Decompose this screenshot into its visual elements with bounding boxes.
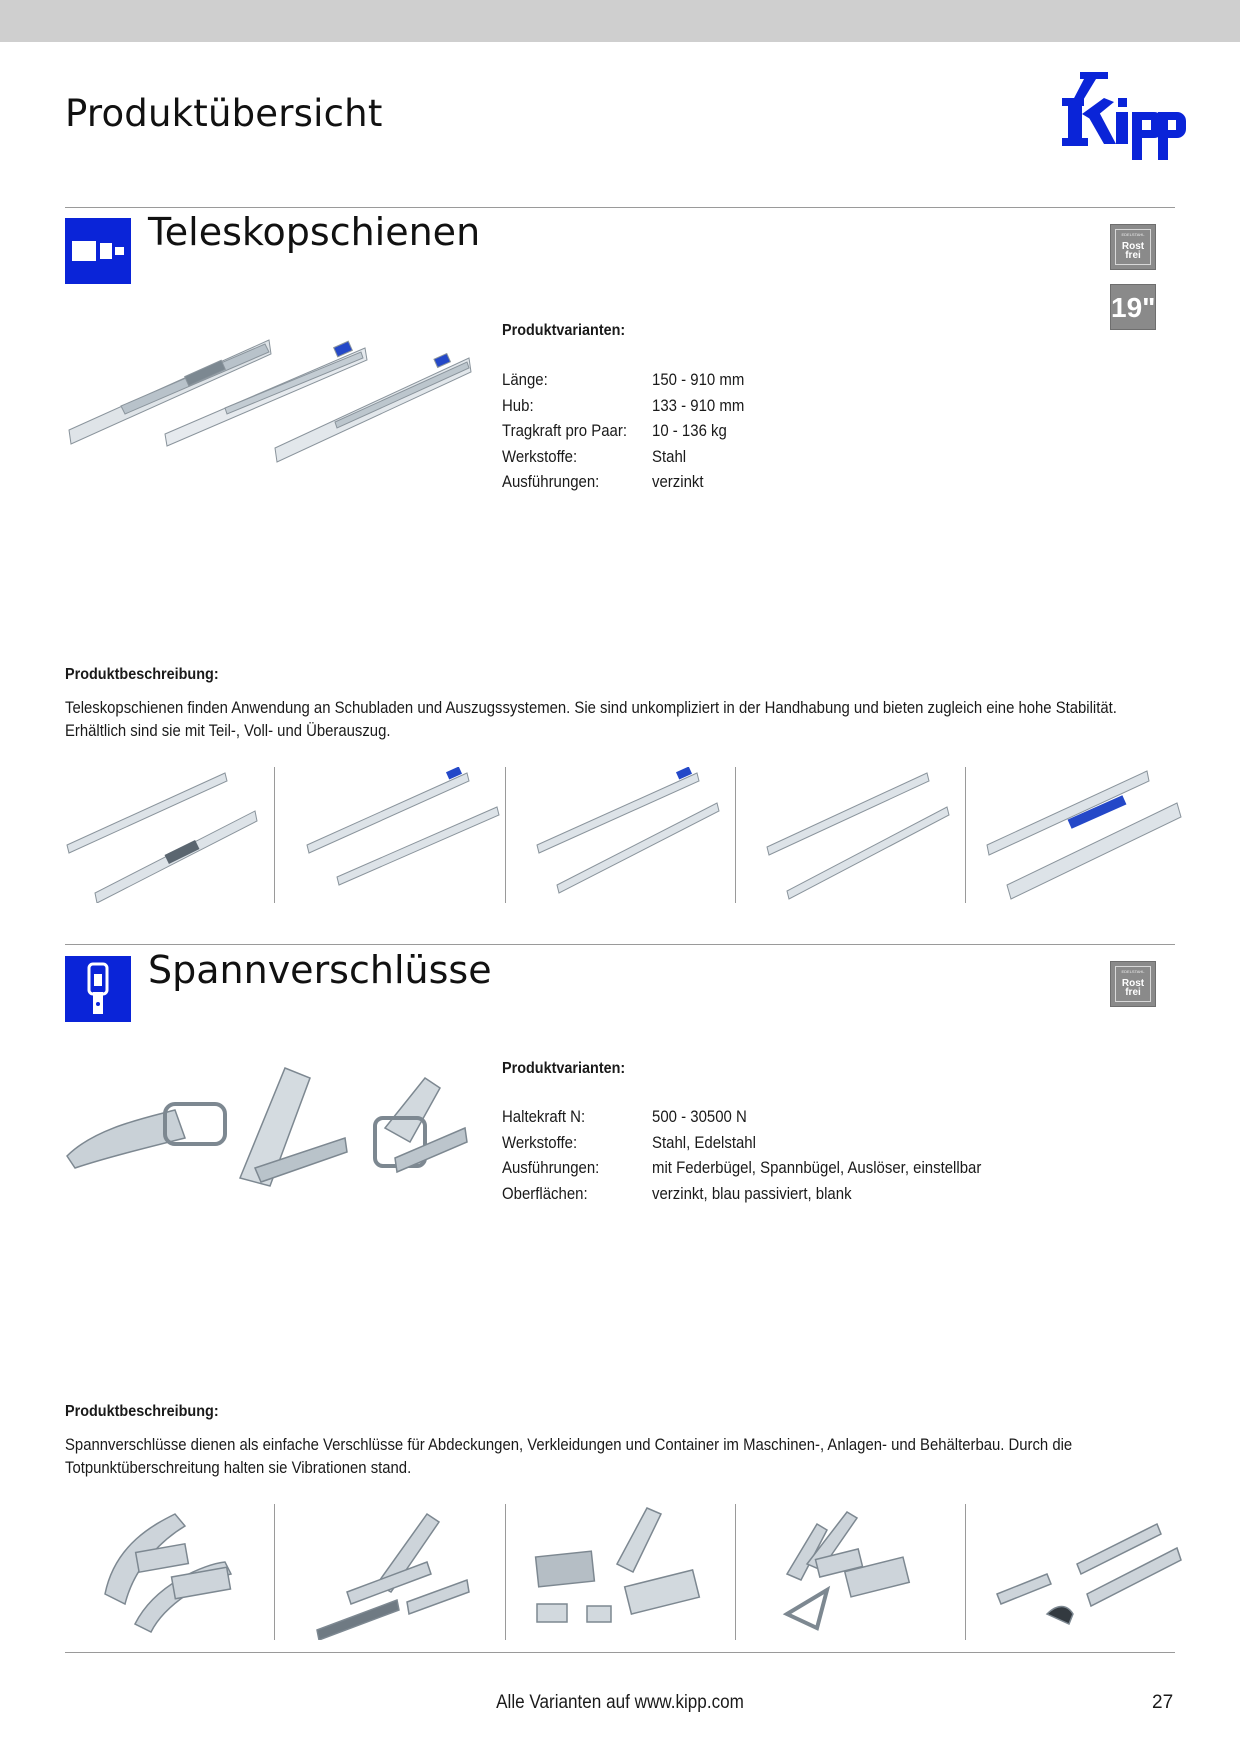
- description-heading: Produktbeschreibung:: [65, 666, 219, 683]
- section-title: Teleskopschienen: [148, 210, 481, 254]
- product-thumbnails: [65, 1504, 1175, 1640]
- description-text: Teleskopschienen finden Anwendung an Schubladen und Auszugssystemen. Sie sind unkompliziert in der Handhabung und bieten zugleich eine hohe Stabilität. Erhältlich sind sie mit Teil-, Voll- und Überauszug.: [65, 698, 1117, 740]
- section-divider: [65, 944, 1175, 945]
- page-number: 27: [1152, 1692, 1174, 1713]
- product-thumbnail: [65, 767, 287, 903]
- product-thumbnail: [747, 1504, 969, 1640]
- product-thumbnails: [65, 767, 1175, 903]
- product-thumbnail: [977, 1504, 1199, 1640]
- product-thumbnail: [517, 767, 739, 903]
- telescopic-slide-icon: [65, 218, 131, 284]
- latch-icon: [65, 956, 131, 1022]
- rostfrei-badge: EDELSTAHL Rost frei: [1110, 224, 1156, 270]
- footer-text: Alle Varianten auf www.kipp.com: [496, 1692, 744, 1713]
- product-thumbnail: [65, 1504, 287, 1640]
- section-title: Spannverschlüsse: [148, 948, 492, 992]
- top-bar: [0, 0, 1240, 42]
- telescopic-slides-image: [65, 330, 475, 470]
- section-divider: [65, 207, 1175, 208]
- page-title: Produktübersicht: [65, 92, 383, 135]
- product-thumbnail: [977, 767, 1199, 903]
- description-heading: Produktbeschreibung:: [65, 1403, 219, 1420]
- variants-heading: Produktvarianten:: [502, 322, 626, 339]
- product-thumbnail: [517, 1504, 739, 1640]
- variants-heading: Produktvarianten:: [502, 1060, 626, 1077]
- kipp-logo: [1062, 72, 1186, 164]
- 19-inch-badge: 19": [1110, 284, 1156, 330]
- latches-image: [65, 1058, 475, 1198]
- logo-text: Kipp: [1062, 72, 1065, 73]
- product-thumbnail: [287, 767, 509, 903]
- rostfrei-badge: EDELSTAHL Rost frei: [1110, 961, 1156, 1007]
- product-thumbnail: [287, 1504, 509, 1640]
- footer-divider: [65, 1652, 1175, 1653]
- product-thumbnail: [747, 767, 969, 903]
- description-text: Spannverschlüsse dienen als einfache Verschlüsse für Abdeckungen, Verkleidungen und Container im Maschinen-, Anlagen- und Behälterbau. Durch die Totpunktüberschreitung halten sie Vibrationen stand.: [65, 1435, 1073, 1477]
